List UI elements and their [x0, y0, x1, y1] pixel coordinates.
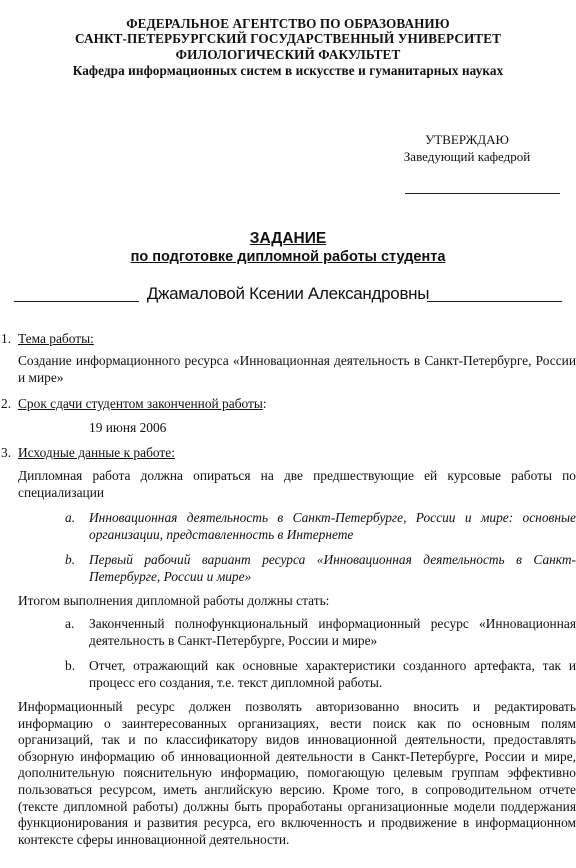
signature-line	[405, 193, 560, 194]
header-university: САНКТ-ПЕТЕРБУРГСКИЙ ГОСУДАРСТВЕННЫЙ УНИВЕРСИТЕТ	[75, 31, 501, 46]
section-2-title: Срок сдачи студентом законченной работы	[18, 396, 263, 411]
resource-description: Информационный ресурс должен позволять авторизованно вносить и редактировать информацию о заинтересованных организациях, вести поиск как по основным полям организаций, так и по классификатору видов инновационной деятельности, предоставлять обзорную информацию об инновационной деятельности в Санкт-Петербурге, России и мире, дополнительную пояснительную информацию, помогающую целевым группам эффективно пользоваться ресурсом, иметь английскую версию. Кроме того, в сопроводительном отчете (тексте дипломной работы) должны быть проработаны организационные модели поддержания функционирования и развития ресурса, его включенность и продвижение в информационном контексте сферы инновационной деятельности.	[18, 699, 576, 847]
student-name: Джамаловой Ксении Александровны	[146, 284, 430, 303]
section-3-intro: Дипломная работа должна опираться на две предшествующие ей курсовые работы по специализации	[18, 468, 576, 500]
approval-word: УТВЕРЖДАЮ	[425, 132, 509, 147]
section-3-title: Исходные данные к работе:	[18, 445, 175, 460]
document-title: ЗАДАНИЕ	[249, 230, 327, 247]
section-2-colon: :	[262, 396, 267, 411]
approval-block	[382, 131, 552, 165]
section-1-number: 1.	[1, 331, 12, 346]
header-faculty: ФИЛОЛОГИЧЕСКИЙ ФАКУЛЬТЕТ	[175, 47, 401, 62]
approval-role: Заведующий кафедрой	[403, 149, 531, 164]
list-item-label: a.	[65, 510, 76, 525]
list-item-text: Отчет, отражающий как основные характеристики созданного артефакта, так и процесс его создания, т.е. текст дипломной работы.	[89, 658, 576, 690]
header-agency: ФЕДЕРАЛЬНОЕ АГЕНТСТВО ПО ОБРАЗОВАНИЮ	[126, 16, 450, 31]
list-item-text: Инновационная деятельность в Санкт-Петербурге, России и мире: основные организации, представленность в Интернете	[89, 510, 576, 542]
list-item-label: b.	[65, 658, 76, 673]
document-subtitle: по подготовке дипломной работы студента	[130, 249, 446, 265]
header-department: Кафедра информационных систем в искусстве и гуманитарных науках	[72, 63, 504, 78]
list-item-label: a.	[65, 616, 75, 631]
section-1-title: Тема работы:	[18, 331, 94, 346]
section-2-heading	[18, 396, 267, 412]
result-intro: Итогом выполнения дипломной работы должны стать:	[18, 593, 330, 608]
section-3-number: 3.	[1, 445, 12, 460]
list-item-text: Первый рабочий вариант ресурса «Инновационная деятельность в Санкт-Петербурге, России и мире»	[89, 552, 576, 584]
deadline-date: 19 июня 2006	[89, 420, 167, 435]
list-item-label: b.	[65, 552, 76, 567]
section-2-number: 2.	[1, 396, 12, 411]
student-underline-right	[427, 301, 562, 302]
list-item-text: Законченный полнофункциональный информационный ресурс «Инновационная деятельность в Санкт-Петербурге, России и мире»	[89, 616, 576, 648]
section-1-text: Создание информационного ресурса «Инновационная деятельность в Санкт-Петербурге, России и мире»	[18, 353, 576, 385]
student-row	[14, 284, 562, 306]
